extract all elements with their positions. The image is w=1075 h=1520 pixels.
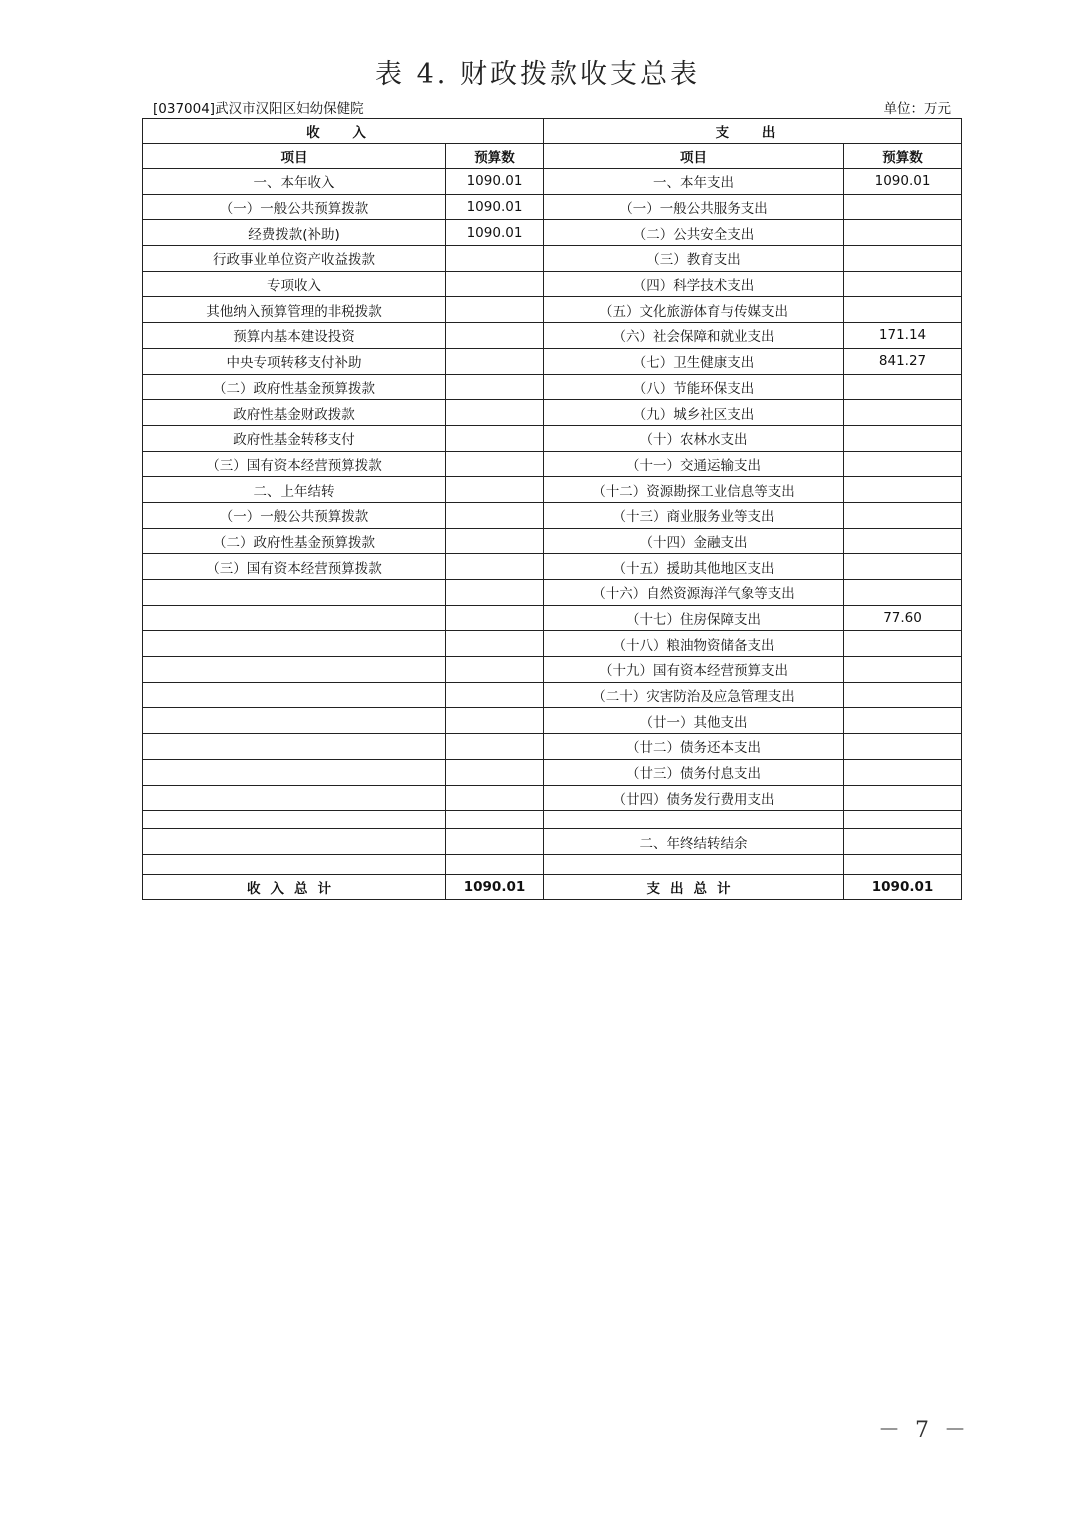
- expense-amount-cell: [844, 477, 962, 503]
- table-row: [143, 297, 962, 323]
- income-amount-cell: [446, 528, 544, 554]
- empty-cell: [544, 854, 844, 874]
- income-item-cell: [143, 785, 446, 811]
- income-item-cell: [143, 734, 446, 760]
- expense-item-header: 项目: [544, 144, 844, 169]
- expense-item-cell: （廿一）其他支出: [544, 708, 844, 734]
- income-amount-cell: [446, 477, 544, 503]
- table-row: [143, 323, 962, 349]
- expense-amount-cell: 77.60: [844, 605, 962, 631]
- expense-total-label: 支出总计: [544, 874, 844, 899]
- income-amount-cell: 1090.01: [446, 169, 544, 195]
- empty-cell: [844, 811, 962, 829]
- expense-amount-cell: [844, 425, 962, 451]
- income-amount-cell: 1090.01: [446, 220, 544, 246]
- expense-item-cell: （八）节能环保支出: [544, 374, 844, 400]
- table-row: [143, 657, 962, 683]
- section-header-row: [143, 119, 962, 144]
- table-row: [143, 194, 962, 220]
- blank-row: [143, 811, 962, 829]
- table-row: [143, 554, 962, 580]
- carryover-label: 二、年终结转结余: [544, 829, 844, 855]
- expense-amount-cell: [844, 297, 962, 323]
- expense-item-cell: （廿二）债务还本支出: [544, 734, 844, 760]
- expense-amount-cell: [844, 194, 962, 220]
- income-amount-cell: [446, 605, 544, 631]
- expense-amount-cell: [844, 220, 962, 246]
- expense-item-cell: （十四）金融支出: [544, 528, 844, 554]
- expense-item-cell: （十八）粮油物资储备支出: [544, 631, 844, 657]
- income-item-cell: 二、上年结转: [143, 477, 446, 503]
- table-row: [143, 246, 962, 272]
- income-amount-cell: [446, 271, 544, 297]
- expense-item-cell: （十三）商业服务业等支出: [544, 502, 844, 528]
- table-row: [143, 502, 962, 528]
- expense-item-cell: （五）文化旅游体育与传媒支出: [544, 297, 844, 323]
- expense-total-amount: 1090.01: [844, 874, 962, 899]
- expense-item-cell: （九）城乡社区支出: [544, 400, 844, 426]
- income-amount-header: 预算数: [446, 144, 544, 169]
- expense-item-cell: （廿三）债务付息支出: [544, 759, 844, 785]
- income-item-cell: [143, 657, 446, 683]
- expense-item-cell: （一）一般公共服务支出: [544, 194, 844, 220]
- income-item-cell: （三）国有资本经营预算拨款: [143, 451, 446, 477]
- income-item-cell: 预算内基本建设投资: [143, 323, 446, 349]
- empty-cell: [446, 854, 544, 874]
- income-amount-cell: 1090.01: [446, 194, 544, 220]
- expense-amount-cell: [844, 785, 962, 811]
- income-amount-cell: [446, 631, 544, 657]
- expense-section-header: 支 出: [544, 119, 962, 144]
- income-item-header: 项目: [143, 144, 446, 169]
- income-amount-cell: [446, 374, 544, 400]
- table-row: [143, 271, 962, 297]
- expense-amount-cell: [844, 657, 962, 683]
- income-item-cell: 其他纳入预算管理的非税拨款: [143, 297, 446, 323]
- expense-item-cell: 一、本年支出: [544, 169, 844, 195]
- table-row: [143, 451, 962, 477]
- income-item-cell: 行政事业单位资产收益拨款: [143, 246, 446, 272]
- expense-amount-cell: [844, 708, 962, 734]
- income-total-label: 收入总计: [143, 874, 446, 899]
- income-item-cell: [143, 605, 446, 631]
- income-total-amount: 1090.01: [446, 874, 544, 899]
- income-amount-cell: [446, 682, 544, 708]
- expense-item-cell: （十五）援助其他地区支出: [544, 554, 844, 580]
- table-row: [143, 734, 962, 760]
- expense-amount-cell: [844, 631, 962, 657]
- income-item-cell: [143, 682, 446, 708]
- expense-amount-cell: [844, 759, 962, 785]
- income-item-cell: 政府性基金转移支付: [143, 425, 446, 451]
- empty-cell: [446, 829, 544, 855]
- income-item-cell: 专项收入: [143, 271, 446, 297]
- income-amount-cell: [446, 400, 544, 426]
- income-amount-cell: [446, 502, 544, 528]
- income-item-cell: [143, 759, 446, 785]
- expense-amount-cell: [844, 400, 962, 426]
- organization-name: [037004]武汉市汉阳区妇幼保健院: [153, 101, 364, 117]
- column-header-row: [143, 144, 962, 169]
- expense-item-cell: （十六）自然资源海洋气象等支出: [544, 580, 844, 606]
- expense-amount-cell: 841.27: [844, 348, 962, 374]
- income-amount-cell: [446, 657, 544, 683]
- income-item-cell: [143, 580, 446, 606]
- income-amount-cell: [446, 348, 544, 374]
- income-item-cell: （二）政府性基金预算拨款: [143, 374, 446, 400]
- expense-item-cell: （十）农林水支出: [544, 425, 844, 451]
- table-row: [143, 580, 962, 606]
- expense-amount-cell: [844, 502, 962, 528]
- expense-item-cell: （七）卫生健康支出: [544, 348, 844, 374]
- expense-amount-cell: [844, 451, 962, 477]
- income-amount-cell: [446, 734, 544, 760]
- empty-cell: [844, 829, 962, 855]
- income-item-cell: 经费拨款(补助): [143, 220, 446, 246]
- expense-amount-cell: [844, 246, 962, 272]
- expense-item-cell: （三）教育支出: [544, 246, 844, 272]
- income-amount-cell: [446, 246, 544, 272]
- table-row: [143, 785, 962, 811]
- expense-item-cell: （十一）交通运输支出: [544, 451, 844, 477]
- table-row: [143, 708, 962, 734]
- empty-cell: [143, 811, 446, 829]
- expense-item-cell: （六）社会保障和就业支出: [544, 323, 844, 349]
- table-row: [143, 631, 962, 657]
- table-row: [143, 169, 962, 195]
- expense-amount-cell: [844, 528, 962, 554]
- income-item-cell: （一）一般公共预算拨款: [143, 194, 446, 220]
- income-amount-cell: [446, 425, 544, 451]
- income-amount-cell: [446, 708, 544, 734]
- expense-item-cell: （十九）国有资本经营预算支出: [544, 657, 844, 683]
- empty-cell: [446, 811, 544, 829]
- income-item-cell: 中央专项转移支付补助: [143, 348, 446, 374]
- expense-amount-cell: [844, 580, 962, 606]
- empty-cell: [143, 829, 446, 855]
- income-item-cell: （二）政府性基金预算拨款: [143, 528, 446, 554]
- table-row: [143, 528, 962, 554]
- income-amount-cell: [446, 554, 544, 580]
- expense-item-cell: （十二）资源勘探工业信息等支出: [544, 477, 844, 503]
- income-item-cell: [143, 631, 446, 657]
- table-row: [143, 605, 962, 631]
- income-item-cell: （一）一般公共预算拨款: [143, 502, 446, 528]
- expense-amount-cell: [844, 734, 962, 760]
- carryover-row: [143, 829, 962, 855]
- table-row: [143, 425, 962, 451]
- income-item-cell: （三）国有资本经营预算拨款: [143, 554, 446, 580]
- income-amount-cell: [446, 759, 544, 785]
- income-amount-cell: [446, 451, 544, 477]
- empty-cell: [143, 854, 446, 874]
- table-row: [143, 682, 962, 708]
- table-row: [143, 348, 962, 374]
- expense-item-cell: （二）公共安全支出: [544, 220, 844, 246]
- page-number: － 7 －: [878, 1418, 970, 1443]
- expense-amount-cell: [844, 682, 962, 708]
- table-row: [143, 220, 962, 246]
- income-item-cell: 一、本年收入: [143, 169, 446, 195]
- expense-amount-header: 预算数: [844, 144, 962, 169]
- income-amount-cell: [446, 580, 544, 606]
- income-item-cell: 政府性基金财政拨款: [143, 400, 446, 426]
- table-row: [143, 759, 962, 785]
- empty-cell: [544, 811, 844, 829]
- expense-item-cell: （廿四）债务发行费用支出: [544, 785, 844, 811]
- expense-item-cell: （二十）灾害防治及应急管理支出: [544, 682, 844, 708]
- income-section-header: 收 入: [143, 119, 544, 144]
- table-row: [143, 477, 962, 503]
- income-amount-cell: [446, 297, 544, 323]
- budget-table: [142, 118, 962, 900]
- expense-item-cell: （四）科学技术支出: [544, 271, 844, 297]
- blank-row: [143, 854, 962, 874]
- income-amount-cell: [446, 785, 544, 811]
- page-title: 表 4. 财政拨款收支总表: [375, 59, 700, 90]
- expense-amount-cell: 171.14: [844, 323, 962, 349]
- total-row: [143, 874, 962, 899]
- expense-amount-cell: [844, 271, 962, 297]
- expense-amount-cell: [844, 374, 962, 400]
- income-item-cell: [143, 708, 446, 734]
- expense-amount-cell: 1090.01: [844, 169, 962, 195]
- expense-amount-cell: [844, 554, 962, 580]
- empty-cell: [844, 854, 962, 874]
- unit-label: 单位：万元: [883, 101, 951, 117]
- table-row: [143, 374, 962, 400]
- table-row: [143, 400, 962, 426]
- expense-item-cell: （十七）住房保障支出: [544, 605, 844, 631]
- income-amount-cell: [446, 323, 544, 349]
